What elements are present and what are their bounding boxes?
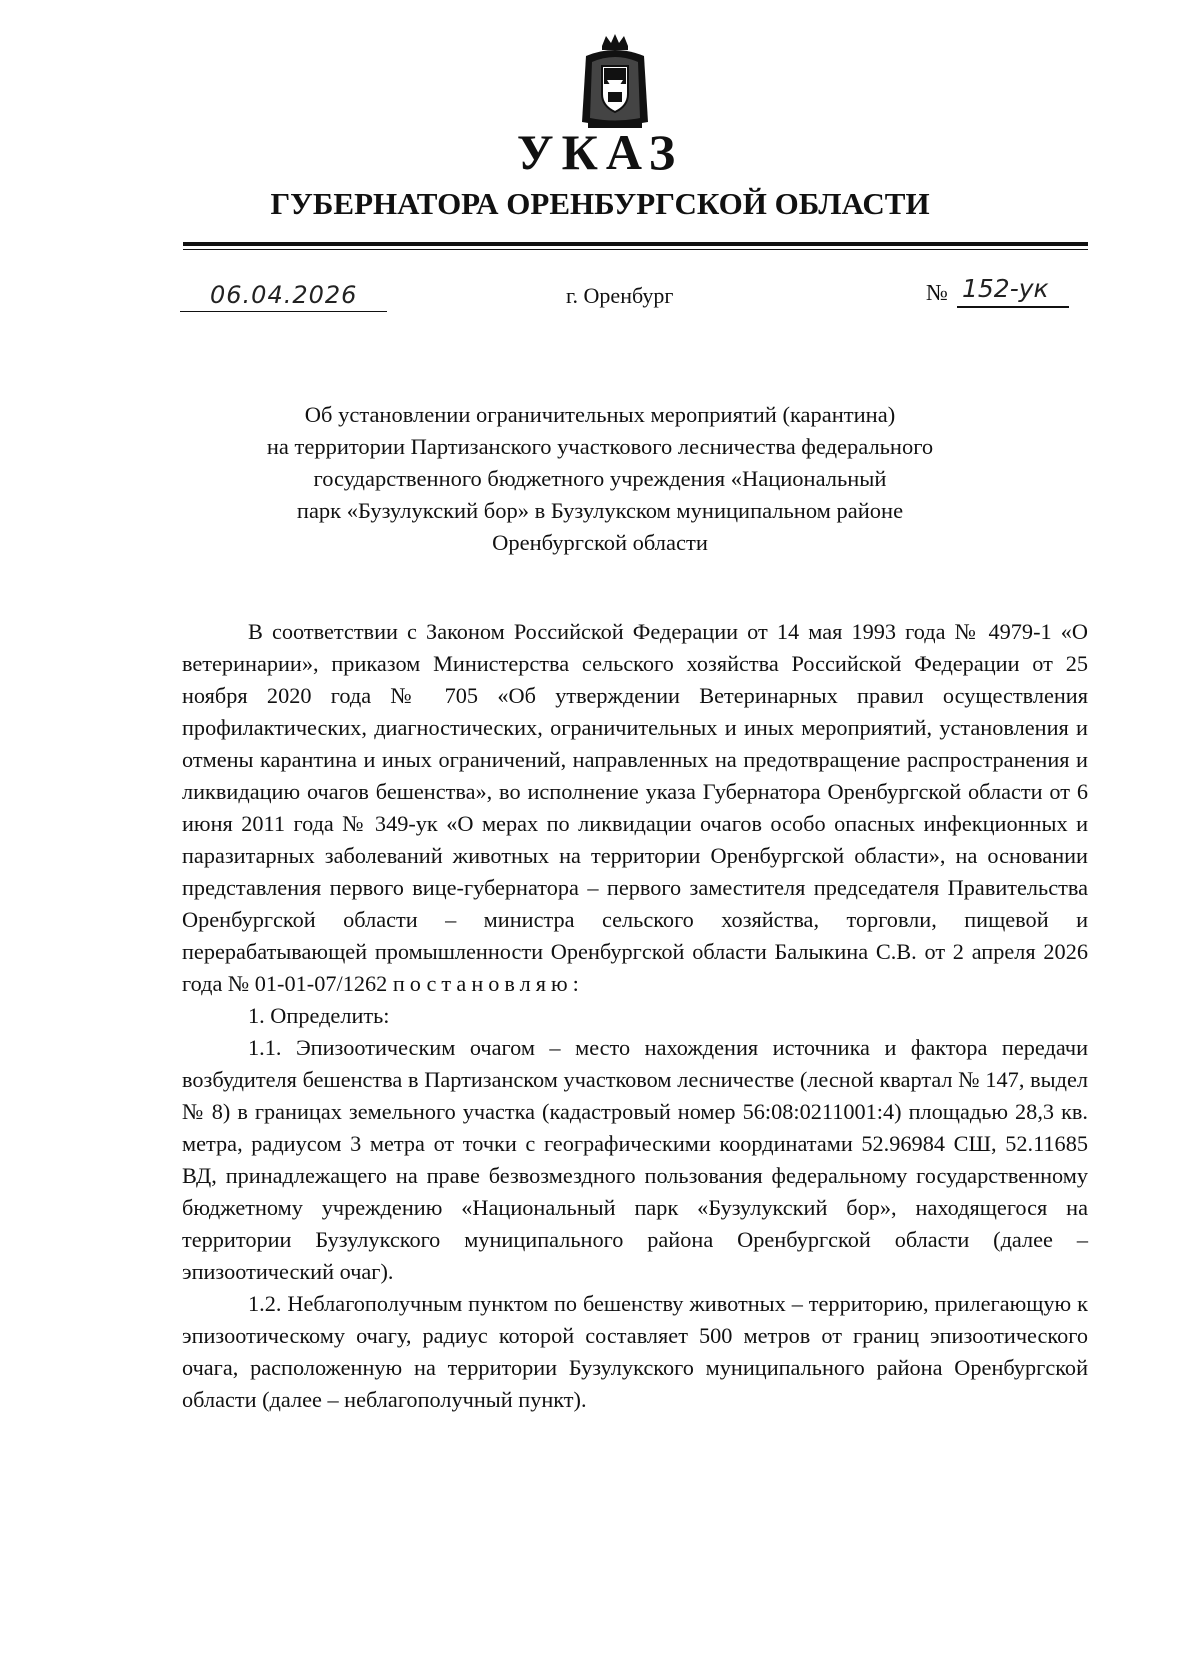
header-divider-thick: [183, 242, 1088, 246]
city-label: г. Оренбург: [566, 283, 674, 308]
title-line: Об установлении ограничительных мероприятий (карантина): [304, 402, 896, 427]
item-1-2: 1.2. Неблагополучным пунктом по бешенству животных – территорию, прилегающую к эпизоотическому очагу, радиус которой составляет 500 метров от границ эпизоотического очага, расположенную на территории Бузулукского муниципального района Оренбургской области (далее – неблагополучный пункт).: [182, 1291, 1088, 1412]
decree-body: [182, 616, 1088, 1416]
number-underline: [957, 306, 1069, 308]
decree-title: [140, 399, 1060, 559]
item-1-1: 1.1. Эпизоотическим очагом – место нахождения источника и фактора передачи возбудителя бешенства в Партизанском участковом лесничестве (лесной квартал № 147, выдел № 8) в границах земельного участка (кадастровый номер 56:08:0211001:4) площадью 28,3 кв. метра, радиусом 3 метра от точки с географическими координатами 52.96984 СШ, 52.11685 ВД, принадлежащего на праве безвозмездного пользования федеральному государственному бюджетному учреждению «Национальный парк «Бузулукский бор», находящегося на территории Бузулукского муниципального района Оренбургской области (далее – эпизоотический очаг).: [182, 1035, 1088, 1284]
title-line: Оренбургской области: [492, 530, 708, 555]
title-line: государственного бюджетного учреждения «Национальный: [313, 466, 887, 491]
header-divider-thin: [183, 249, 1088, 250]
document-type-heading: УКАЗ: [516, 124, 684, 180]
handwritten-date: 06.04.2026: [210, 281, 358, 309]
preamble-paragraph: [182, 616, 1088, 1000]
number-sign: №: [926, 280, 948, 305]
title-line: на территории Партизанского участкового лесничества федерального: [266, 434, 934, 459]
title-line: парк «Бузулукский бор» в Бузулукском муниципальном районе: [296, 498, 904, 523]
date-field: [180, 281, 387, 312]
resolve-word: постановляю:: [392, 971, 584, 996]
issuer-heading: ГУБЕРНАТОРА ОРЕНБУРГСКОЙ ОБЛАСТИ: [270, 186, 930, 221]
coat-of-arms-icon: [578, 32, 652, 132]
handwritten-number: 152-ук: [962, 274, 1049, 303]
preamble-text: В соответствии с Законом Российской Федерации от 14 мая 1993 года № 4979-1 «О ветеринарии», приказом Министерства сельского хозяйства Российской Федерации от 25 ноября 2020 года № 705 «Об утверждении Ветеринарных правил осуществления профилактических, диагностических, ограничительных и иных мероприятий, установления и отмены карантина и иных ограничений, направленных на предотвращение распространения и ликвидацию очагов бешенства», во исполнение указа Губернатора Оренбургской области от 6 июня 2011 года № 349-ук «О мерах по ликвидации очагов особо опасных инфекционных и паразитарных заболеваний животных на территории Оренбургской области», на основании представления первого вице-губернатора – первого заместителя председателя Правительства Оренбургской области – министра сельского хозяйства, торговли, пищевой и перерабатывающей промышленности Оренбургской области Балыкина С.В. от 2 апреля 2026 года № 01-01-07/1262: [182, 619, 1088, 996]
item-1: 1. Определить:: [248, 1003, 390, 1028]
